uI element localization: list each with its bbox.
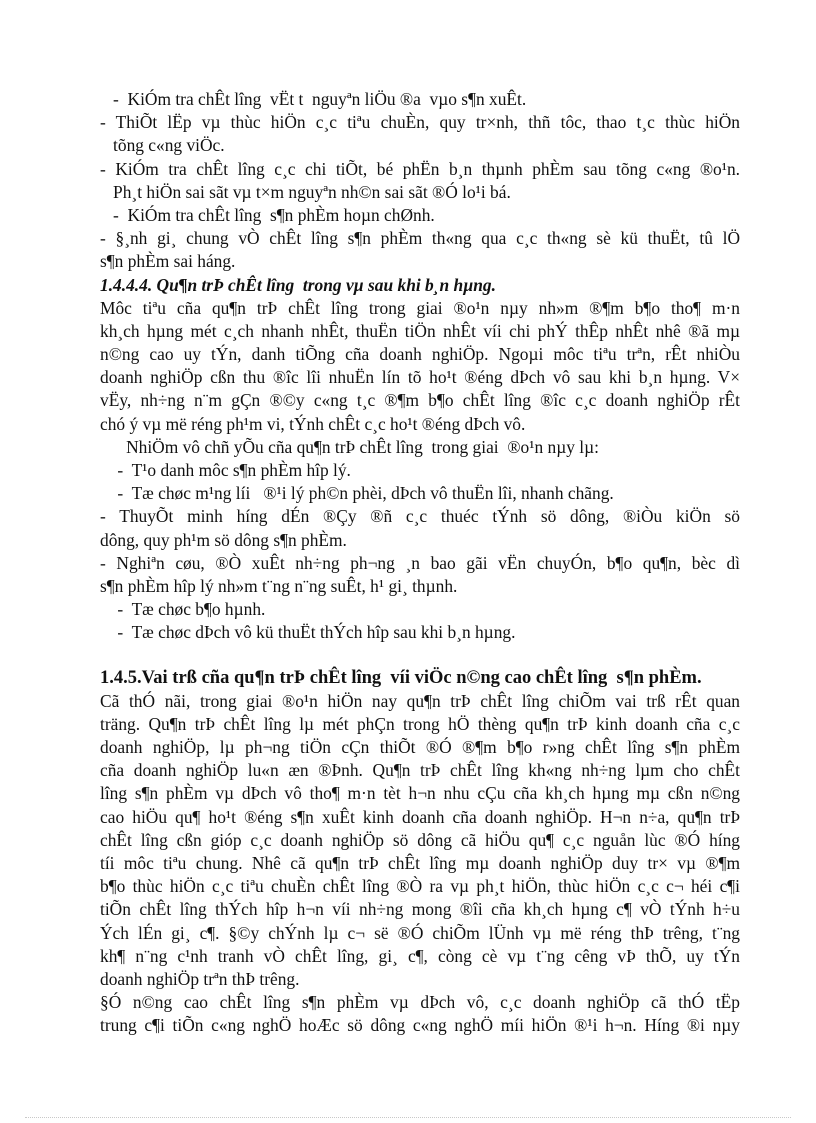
text-line: Cã thÓ nãi, trong giai ®o¹n hiÖn nay qu¶n trÞ chÊt lîng chiÕm vai trß rÊt quan [100,690,740,711]
text-line: dông, quy ph¹m sö dông s¶n phÈm. [100,529,347,550]
text-line: cña doanh nghiÖp lu«n æn ®Þnh. Qu¶n trÞ chÊt lîng kh«ng nh÷ng lµm cho chÊt [100,760,740,781]
text-line: doanh nghiÖp, lµ ph¬ng tiÖn cÇn thiÕt ®Ó ®¶m b¶o r»ng chÊt lîng s¶n phÈm [100,737,740,758]
text-line: - KiÓm tra chÊt lîng c¸c chi tiÕt, bé phËn b¸n thµnh phÈm sau tõng c«ng ®o¹n. [100,158,740,179]
text-line: - ThuyÕt minh híng dÉn ®Çy ®ñ c¸c thuéc tÝnh sö dông, ®iÒu kiÖn sö [100,506,740,527]
text-line: - T¹o danh môc s¶n phÈm hîp lý. [100,460,351,480]
text-line: tõng c«ng viÖc. [100,135,225,156]
text-line: - §¸nh gi¸ chung vÒ chÊt lîng s¶n phÈm th«ng qua c¸c th«ng sè kü thuËt, tû lÖ [100,228,740,249]
text-line: s¶n phÈm hîp lý nh»m t¨ng n¨ng suÊt, h¹ gi¸ thµnh. [100,575,458,596]
text-line: vËy, nh÷ng n¨m gÇn ®©y c«ng t¸c ®¶m b¶o chÊt lîng ®îc c¸c doanh nghiÖp rÊt [100,390,740,411]
section-gap [100,645,740,667]
document-body [100,88,740,1038]
text-line: träng. Qu¶n trÞ chÊt lîng lµ mét phÇn trong hÖ thèng qu¶n trÞ kinh doanh cña c¸c [100,713,740,734]
text-line: Ph¸t hiÖn sai sãt vµ t×m nguyªn nh©n sai sãt ®Ó lo¹i bá. [100,181,511,202]
text-line: kh¶ n¨ng c¹nh tranh vÒ chÊt lîng, gi¸ c¶, còng cè vµ t¨ng cêng vÞ thÕ, uy tÝn [100,945,740,966]
text-line: s¶n phÈm sai háng. [100,251,236,272]
text-line: - Tæ chøc b¶o hµnh. [100,599,266,620]
inspection-list [100,88,740,274]
text-line: NhiÖm vô chñ yÕu cña qu¶n trÞ chÊt lîng trong giai ®o¹n nµy lµ: [100,436,599,457]
text-line: Ých lÉn gi¸ c¶. §©y chÝnh lµ c¬ së ®Ó chiÕm lÜnh vµ më réng thÞ trêng, t¨ng [100,922,740,943]
text-line: b¶o thùc hiÖn c¸c tiªu chuÈn chÊt lîng ®Ò ra vµ ph¸t hiÖn, thùc hiÖn c¸c c¬ héi c¶i [100,876,740,897]
text-line: trung c¶i tiÕn c«ng nghÖ hoÆc sö dông c«ng nghÖ míi hiÖn ®¹i h¬n. Híng ®i nµy [100,1015,740,1036]
text-line: chÊt lîng cßn gióp c¸c doanh nghiÖp sö dông cã hiÖu qu¶ c¸c nguån lùc ®Ó híng [100,829,740,850]
text-line: doanh nghiÖp cßn thu ®îc lîi nhuËn lín tõ ho¹t ®éng dÞch vô sau khi b¸n hµng. V× [100,367,740,388]
text-line: - Nghiªn cøu, ®Ò xuÊt nh÷ng ph¬ng ¸n bao gãi vËn chuyÓn, b¶o qu¶n, bèc dì [100,552,740,573]
text-line: tiÕn chÊt lîng thÝch hîp h¬n víi nh÷ng mong ®îi cña kh¸ch hµng c¶ vÒ tÝnh h÷u [100,899,740,920]
text-line: n©ng cao uy tÝn, danh tiÕng cña doanh nghiÖp. Ngoµi môc tiªu trªn, rÊt nhiÒu [100,344,740,365]
text-line: - ThiÕt lËp vµ thùc hiÖn c¸c tiªu chuÈn, quy tr×nh, thñ tôc, thao t¸c thùc hiÖn [100,112,740,133]
text-line: kh¸ch hµng mét c¸ch nhanh nhÊt, thuËn tiÖn nhÊt víi chi phÝ thÊp nhÊt nhê ®ã mµ [100,320,740,341]
page-bottom-rule [25,1117,791,1118]
text-line: tíi môc tiªu chung. Nhê cã qu¶n trÞ chÊt lîng mµ doanh nghiÖp duy tr× vµ ®¶m [100,853,740,873]
text-line: chó ý vµ më réng ph¹m vi, tÝnh chÊt c¸c ho¹t ®éng dÞch vô. [100,413,526,434]
text-line: - Tæ chøc dÞch vô kü thuËt thÝch hîp sau khi b¸n hµng. [100,622,516,643]
text-line: lîng s¶n phÈm vµ dÞch vô tho¶ m·n tèt h¬n nhu cÇu cña kh¸ch hµng mµ cßn n©ng [100,783,740,804]
text-line: - Tæ chøc m¹ng líi ®¹i lý ph©n phèi, dÞch vô thuËn lîi, nhanh chãng. [100,483,614,504]
text-line: - KiÓm tra chÊt lîng s¶n phÈm hoµn chØnh. [100,204,435,225]
text-line: doanh nghiÖp trªn thÞ trêng. [100,968,300,989]
text-line: cao hiÖu qu¶ ho¹t ®éng s¶n xuÊt kinh doanh cña doanh nghiÖp. H¬n n÷a, qu¶n trÞ [100,806,740,827]
role-section [100,690,740,1038]
text-line: §Ó n©ng cao chÊt lîng s¶n phÈm vµ dÞch vô, c¸c doanh nghiÖp cã thÓ tËp [100,992,740,1013]
section-heading-1-4-5: 1.4.5.Vai trß cña qu¶n trÞ chÊt lîng víi viÖc n©ng cao chÊt lîng s¶n phÈm. [100,667,702,688]
section-heading-1-4-4-4: 1.4.4.4. Qu¶n trÞ chÊt lîng trong vµ sau khi b¸n hµng. [100,274,496,295]
text-line: Môc tiªu cña qu¶n trÞ chÊt lîng trong giai ®o¹n nµy nh»m ®¶m b¶o tho¶ m·n [100,297,740,318]
text-line: - KiÓm tra chÊt lîng vËt t nguyªn liÖu ®a vµo s¶n xuÊt. [100,89,527,109]
after-sales-section [100,297,740,645]
